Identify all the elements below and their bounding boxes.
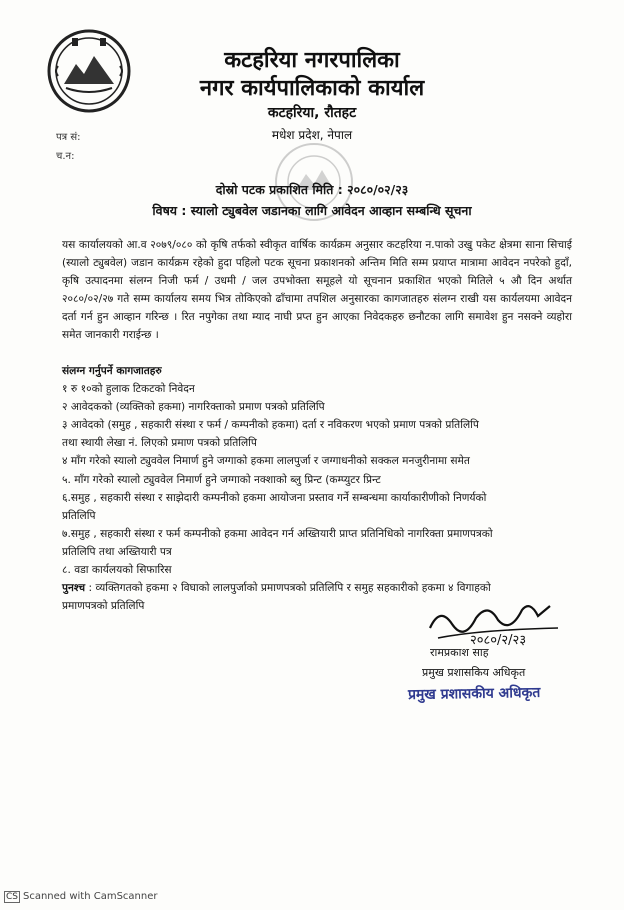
list-item: ५. माँग गरेको स्यालो ट्युववेल निमार्ण हुने जग्गाको नक्शाको ब्लु प्रिन्ट (कम्प्युटर प्रिन्ट <box>62 473 381 486</box>
list-item: ६.समुह , सहकारी संस्था र साझेदारी कम्पनीको हकमा आयोजना प्रस्ताव गर्ने सम्बन्धमा कार्याकारीणीको निणर्यको <box>62 491 487 504</box>
municipality-name: कटहरिया नगरपालिका <box>224 48 400 73</box>
notice-body-paragraph: यस कार्यालयको आ.व २०७९/०८० को कृषि तर्फको स्वीकृत वार्षिक कार्यक्रम अनुसार कटहरिया न.पाको उखु पकेट क्षेत्रमा साना सिचाई (स्यालो ट्युबवेल) जडान कार्यक्रम रहेको हुदा पहिलो पटक सूचना प्रकाशनको अन्तिम मिति सम्म प्रयाप्त मात्रामा आवेदन नपरेको हुदाँ, कृषि उत्पादनमा संलग्न निजी फर्म / उधमी / जल उपभोक्ता समूहले यो सूचनान प्रकाशित भएको मितिले ५ औ दिन अर्थात २०८०/०२/२७ गते सम्म कार्यालय समय भित्र तोकिएको ढाँचामा तपशिल अनुसारका कागजातहरु संलग्न राखी यस कार्यलयमा आवेदन दर्ता गर्न हुन आव्हान गरिन्छ । रित नपुगेका तथा म्याद नाघी प्रप्त हुन आएका निवेदकहरु छनौटका लागि समावेश हुन नसक्ने व्यहोरा समेत जानकारी गराईन्छ । <box>62 239 572 342</box>
documents-heading: संलग्न गर्नुपर्ने कागजातहरु <box>62 365 162 377</box>
list-item: ७.समुह , सहकारी संस्था र फर्म कम्पनीको हकमा आवेदन गर्न अख्तियारी प्राप्त प्रतिनिधिको नागरिक्ता प्रमाणपत्रको <box>62 527 493 540</box>
list-item: ८. वडा कार्यलयको सिफारिस <box>62 564 172 577</box>
list-item: प्रतिलिपि <box>62 509 96 522</box>
list-item: २ आवेदकको (व्यक्तिको हकमा) नागरिक्ताको प्रमाण पत्रको प्रतिलिपि <box>62 401 325 414</box>
handwritten-signature-icon <box>418 598 568 650</box>
postscript-text-continued: प्रमाणपत्रको प्रतिलिपि <box>62 600 145 613</box>
list-item: १ रु १०को हुलाक टिकटको निवेदन <box>62 383 195 396</box>
publication-date-line: दोस्रो पटक प्रकाशित मिति : २०८०/०२/२३ <box>215 182 409 197</box>
dispatch-number-label: च.न: <box>56 151 75 162</box>
subject-line: विषय : स्यालो ट्युबवेल जडानका लागि आवेदन आव्हान सम्बन्धि सूचना <box>152 203 472 218</box>
office-province: मधेश प्रदेश, नेपाल <box>271 128 353 142</box>
list-item: ३ आवेदको (समुह , सहकारी संस्था र फर्म / कम्पनीको हकमा) दर्ता र नविकरण भएको प्रमाण पत्रको प्रतिलिपि <box>62 419 479 432</box>
reference-number-label: पत्र सं: <box>56 132 81 143</box>
scanner-watermark <box>4 891 158 903</box>
signatory-role: प्रमुख प्रशासकिय अधिकृत <box>422 666 526 679</box>
signature-date: २०८०/२/२३ <box>470 633 527 648</box>
role-stamp: प्रमुख प्रशासकीय अधिकृत <box>407 684 541 704</box>
postscript-note <box>62 579 582 597</box>
scanner-watermark-text: Scanned with CamScanner <box>23 891 158 902</box>
list-item: ४ माँग गरेको स्यालो ट्युववेल निमार्ण हुने जग्गाको हकमा लालपुर्जा र जग्गाधनीको सक्कल मनजुरीनामा समेत <box>62 455 470 468</box>
list-item: तथा स्थायी लेखा नं. लिएको प्रमाण पत्रको प्रतिलिपि <box>62 437 257 450</box>
postscript-label: पुनश्च <box>62 582 86 595</box>
required-documents-list <box>62 362 582 615</box>
camscanner-logo-icon: CS <box>6 892 18 902</box>
office-location: कटहरिया, रौतहट <box>267 105 357 121</box>
list-item: प्रतिलिपि तथा अख्तियारी पत्र <box>62 545 172 558</box>
postscript-text: : व्यक्तिगतको हकमा २ विघाको लालपुर्जाको प्रमाणपत्रको प्रतिलिपि र समुह सहकारीको हकमा ४ विगाहको <box>88 582 491 595</box>
office-name: नगर कार्यपालिकाको कार्याल <box>199 76 425 101</box>
signatory-name: रामप्रकाश साह <box>430 646 489 659</box>
